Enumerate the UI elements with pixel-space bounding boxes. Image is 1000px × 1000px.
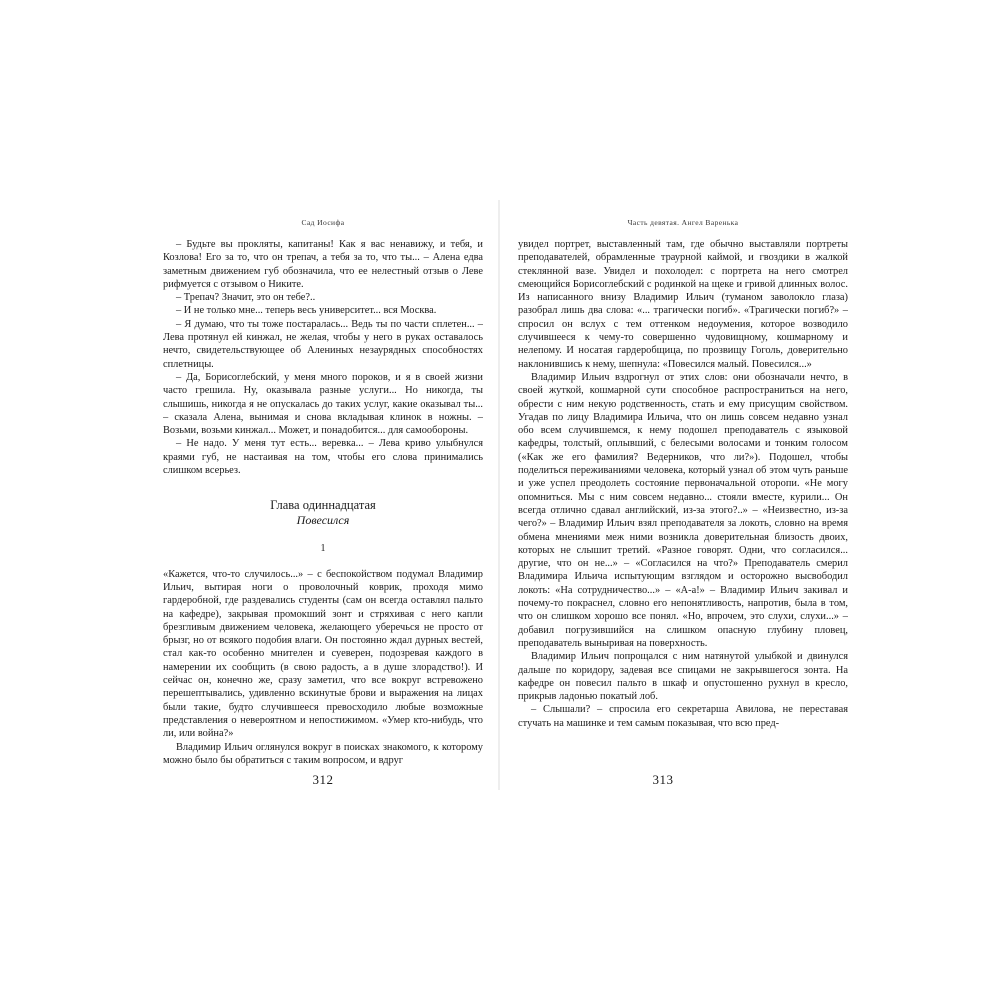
right-paragraph-2: Владимир Ильич вздрогнул от этих слов: они обозначали нечто, в своей жуткой, кошмарной сути способное распространиться на него, обрести с ним некую родственность, стать и ему присущим свойством. Угадав по лицу Владимира Ильича, что он лишь совсем недавно узнал обо всем случившемся, к нему подошел преподаватель с языковой кафедры, толстый, оплывший, с белесыми волосами и тонким голосом («Как же его фамилия? Ведерников, что ли?»). Подошел, чтобы поделиться переживаниями человека, который узнал об этом чуть раньше и уже успел преодолеть состояние первоначальной оторопи. «Не могу опомниться. Мы с ним совсем недавно... стояли вместе, курили... Он всегда отлично сдавал английский, из-за этого?..» – «Неизвестно, из-за чего?» – Владимир Ильич взял преподавателя за локоть, словно на время обмена мнениями меж ними возникла доверительная близость двоих, которых не слышит третий. «Разное говорят. Одни, что согласился... другие, что он не...» – «Согласился на что?» Преподаватель смерил Владимира Ильича испытующим взглядом и осторожно высвободил локоть: «На сотрудничество...» – «А-а!» – Владимир Ильич закивал и почему-то покраснел, словно его непонятливость, напротив, была в том, что он слишком хорошо все понял. «Но, впрочем, это слухи, слухи...» – добавил погрузившийся на слишком опасную глубину пловец, преподаватель выныривая на поверхность.	[518, 371, 848, 649]
chapter-subtitle: Повесился	[296, 513, 350, 528]
left-paragraph-4: – Я думаю, что ты тоже постаралась... Ведь ты по части сплетен... – Лева протянул ей кинжал, не желая, чтобы у него в руках оставалось нечто, свидетельствующее об Алениных незаурядных способностях сплетницы.	[163, 318, 483, 370]
right-running-head: Часть девятая. Ангел Варенька	[627, 218, 739, 227]
left-page-body	[163, 238, 483, 767]
right-paragraph-3: Владимир Ильич попрощался с ним натянутой улыбкой и двинулся дальше по коридору, задевая все спицами не закрывшегося зонта. На кафедре он повесил пальто в шкаф и опустошенно рухнул в кресло, прикрыв ладонью покатый лоб.	[518, 651, 848, 703]
chapter-title: Глава одиннадцатая	[270, 498, 376, 513]
left-page-number: 312	[312, 772, 334, 787]
book-gutter	[498, 200, 500, 790]
left-paragraph-1: – Будьте вы прокляты, капитаны! Как я вас ненавижу, и тебя, и Козлова! Его за то, что он трепач, а тебя за то, что ты... – Алена едва заметным движением губ обозначила, что ее нелестный отзыв о Леве рифмуется с отзывом о Никите.	[163, 239, 483, 290]
right-page	[518, 200, 848, 800]
left-paragraph-6: – Не надо. У меня тут есть... веревка... – Лева криво улыбнулся краями губ, не настаивая на том, чтобы его слова принимались слишком всерьез.	[163, 438, 483, 477]
right-page-number: 313	[652, 772, 674, 787]
left-paragraph-2: – Трепач? Значит, это он тебе?..	[176, 292, 316, 304]
left-running-head: Сад Иосифа	[301, 218, 345, 227]
chapter-heading	[163, 498, 483, 555]
left-paragraph-3: – И не только мне... теперь весь университет... вся Москва.	[176, 305, 437, 317]
section-number: 1	[320, 543, 326, 555]
right-page-body	[518, 238, 848, 730]
left-paragraph-7: «Кажется, что-то случилось...» – с беспокойством подумал Владимир Ильич, вытирая ноги о проволочный коврик, проходя мимо гардеробной, где раздевались студенты (сам он всегда оставлял пальто на кафедре), закрывая промокший зонт и стряхивая с него капли брезгливым движением человека, желающего уберечься не просто от брызг, но от всякого подобия влаги. Он постоянно ждал дурных вестей, стал как-то особенно мнителен и суеверен, подозревая каждого в намерении их сообщить (в свою радость, а в душе злорадство!). И сейчас он, конечно же, сразу заметил, что все вокруг встревожено перешептывались, удивленно вскинутые брови и выражения на лицах были такие, будто случившееся превосходило любые возможные представления о невероятном и непостижимом. «Умер кто-нибудь, что ли, или война?»	[163, 568, 483, 740]
left-page	[163, 200, 483, 800]
left-paragraph-5: – Да, Борисоглебский, у меня много пороков, и я в своей жизни часто грешила. Ну, оказывала разные услуги... Но никогда, ты слышишь, никогда я не опускалась до таких услуг, какие оказывал ты... – сказала Алена, вынимая и снова вкладывая клинок в ножны. – Возьми, возьми кинжал... Может, и понадобится... для самообороны.	[163, 371, 483, 437]
right-paragraph-4: – Слышали? – спросила его секретарша Авилова, не переставая стучать на машинке и тем самым показывая, что всю пред-	[518, 704, 848, 729]
right-paragraph-1: увидел портрет, выставленный там, где обычно выставляли портреты преподавателей, обрамленные траурной каймой, и гвоздики в жалкой стеклянной вазе. Увидел и похолодел: с портрета на него смотрел смеющийся Борисоглебский с родинкой на щеке и гривой длинных волос. Из написанного внизу Владимир Ильич (туманом заволокло глаза) разобрал лишь два слова: «... трагически погиб». «Трагически погиб?» – спросил он вслух с тем оттенком недоумения, которое возводило случившееся к чему-то совершенно чудовищному, кошмарному и нелепому. И носатая гардеробщица, по прозвищу Гоголь, доверительно наклонившись к нему, шепнула: «Повесился малый. Повесился...»	[518, 239, 848, 370]
left-paragraph-8: Владимир Ильич оглянулся вокруг в поисках знакомого, к которому можно было бы обратиться с таким вопросом, и вдруг	[163, 741, 483, 766]
